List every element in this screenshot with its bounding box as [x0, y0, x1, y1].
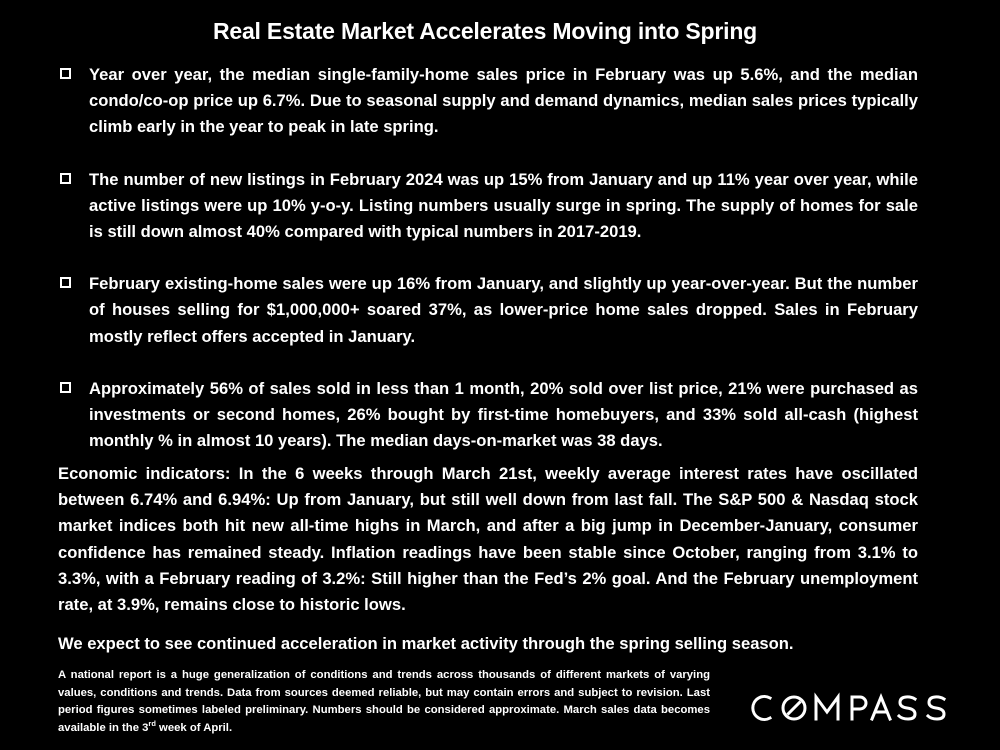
disclaimer-body: A national report is a huge generalization of conditions and trends across thousands of different markets of varying values, conditions and trends. Data from sources deemed reliable, but may contain errors and subject to revision. Last period figures sometimes labeled preliminary. Numbers should be considered approximate. March sales data becomes available in the 3: [58, 669, 710, 734]
disclaimer-tail: week of April.: [155, 721, 233, 734]
bullet-text: Approximately 56% of sales sold in less than 1 month, 20% sold over list price, 21% were purchased as investments or second homes, 26% bought by first-time homebuyers, and 33% sold all-cash (highest monthly % in almost 10 years). The median days-on-market was 38 days.: [89, 378, 918, 451]
bullet-text: February existing-home sales were up 16% from January, and slightly up year-over-year. But the number of houses selling for $1,000,000+ soared 37%, as lower-price home sales dropped. Sales in February mostly reflect offers accepted in January.: [89, 274, 918, 346]
bullet-list: [58, 62, 918, 480]
disclaimer-text: [58, 667, 710, 737]
conclusion-text: We expect to see continued acceleration in market activity through the spring selling season.: [58, 634, 794, 653]
page-title: Real Estate Market Accelerates Moving into Spring: [212, 18, 758, 44]
bullet-item: [58, 376, 918, 455]
bullet-item: [58, 167, 918, 246]
compass-logo: [748, 688, 963, 728]
ordinal-superscript: rd: [148, 718, 156, 728]
checkbox-bullet-icon: [60, 173, 71, 184]
checkbox-bullet-icon: [60, 277, 71, 288]
bullet-item: [58, 271, 918, 350]
economic-indicators-paragraph: Economic indicators: In the 6 weeks through March 21st, weekly average interest rates have oscillated between 6.74% and 6.94%: Up from January, but still well down from last fall. The S&P 500 & Nasdaq stock market indices both hit new all-time highs in March, and after a big jump in December-January, consumer confidence has remained steady. Inflation readings have been stable since October, ranging from 3.1% to 3.3%, with a February reading of 3.2%: Still higher than the Fed’s 2% goal. And the February unemployment rate, at 3.9%, remains close to historic lows.: [58, 464, 918, 615]
bullet-item: [58, 62, 918, 141]
bullet-text: Year over year, the median single-family-home sales price in February was up 5.6%, and the median condo/co-op price up 6.7%. Due to seasonal supply and demand dynamics, median sales prices typically climb early in the year to peak in late spring.: [89, 65, 918, 137]
checkbox-bullet-icon: [60, 382, 71, 393]
checkbox-bullet-icon: [60, 68, 71, 79]
bullet-text: The number of new listings in February 2024 was up 15% from January and up 11% year over year, while active listings were up 10% y-o-y. Listing numbers usually surge in spring. The supply of homes for sale is still down almost 40% compared with typical numbers in 2017-2019.: [89, 169, 918, 242]
